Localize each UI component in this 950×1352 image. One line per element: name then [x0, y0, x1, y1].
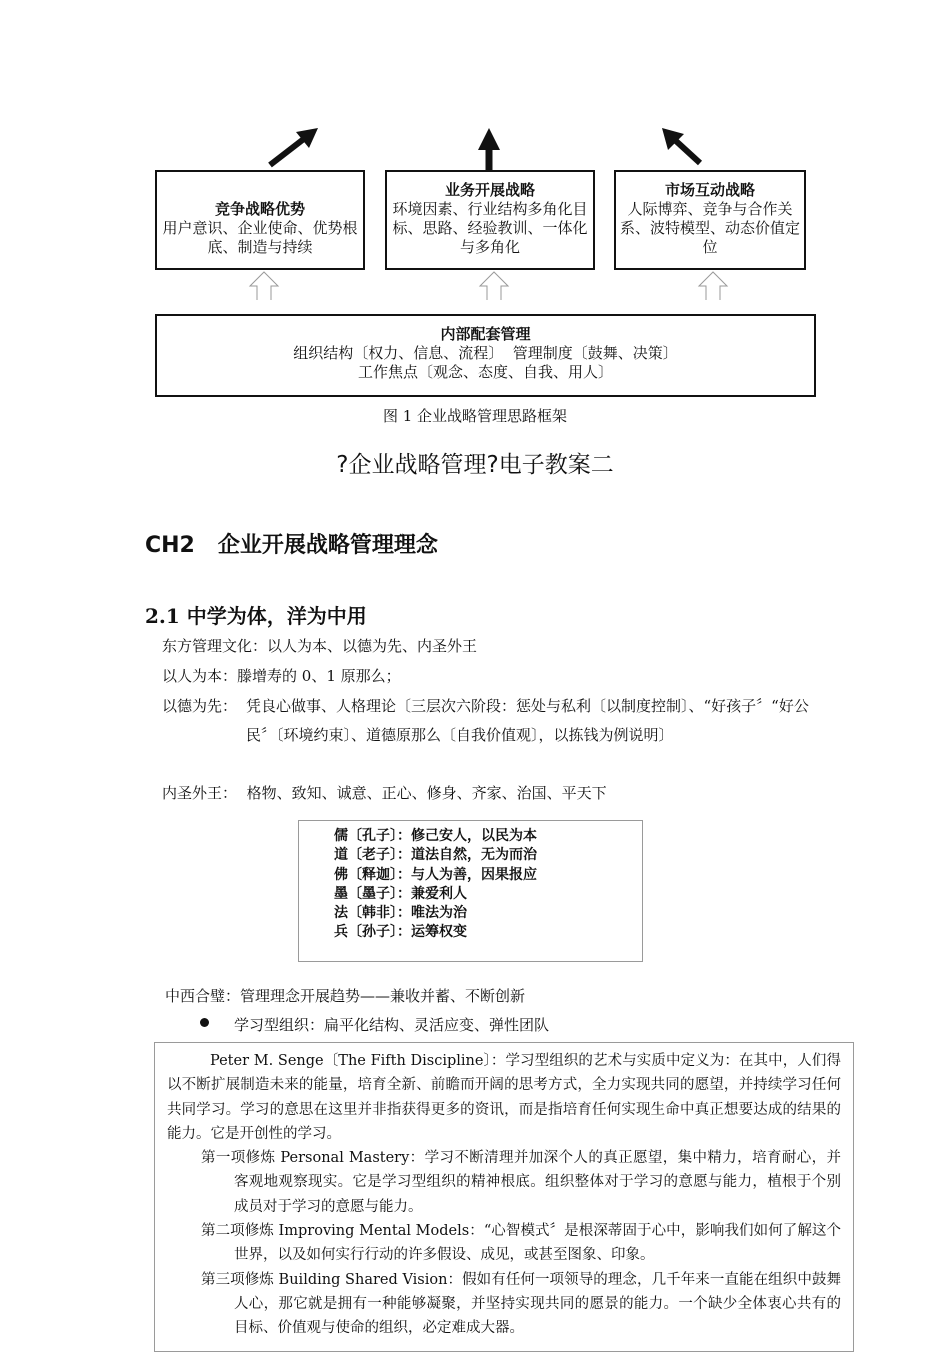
- virtue-first-paragraph: [162, 692, 812, 750]
- line-text: 凭良心做事、人格理论〔三层次六阶段：惩处与私利〔以制度控制〕、“好孩子〞“好公民〞〔环境约束〕、道德原那么〔自我价值观〕，以拣钱为例说明〕: [246, 697, 809, 744]
- quote-intro: Peter M. Senge〔The Fifth Discipline〕：学习型组织的艺术与实质中定义为：在其中，人们得以不断扩展制造未来的能量，培育全新、前瞻而开阔的思考方式，全力实现共同的愿望，并持续学习任何共同学习。学习的意思在这里并非指获得更多的资讯，而是指培育任何实现生命中真正想要达成的结果的能力。它是开创性的学习。: [167, 1053, 841, 1142]
- school-item: 佛〔释迦〕：与人为善，因果报应: [334, 866, 537, 883]
- school-item: 法〔韩非〕：唯法为治: [334, 905, 467, 922]
- bullet-icon: [200, 1018, 209, 1027]
- synthesis-line: 中西合璧：管理理念开展趋势——兼收并蓄、不断创新: [165, 987, 526, 1005]
- box-body: 环境因素、行业结构多角化目标、思路、经验教训、一体化与多角化: [392, 200, 588, 256]
- document-title: ?企业战略管理?电子教案二: [336, 452, 614, 478]
- line-text: 滕增寿的 0、1 原那么；: [237, 667, 401, 685]
- school-item: 墨〔墨子〕：兼爱利人: [334, 885, 467, 902]
- line-text: 格物、致知、诚意、正心、修身、齐家、治国、平天下: [246, 784, 607, 802]
- box-title: 市场互动战略: [664, 181, 755, 199]
- school-item: 儒〔孔子〕：修己安人，以民为本: [334, 828, 537, 844]
- competitive-strategy-box: [155, 170, 365, 270]
- box-title: 竞争战略优势: [214, 200, 305, 218]
- business-strategy-box: [385, 170, 595, 270]
- box-title: 业务开展战略: [444, 181, 535, 199]
- box-line: 工作焦点〔观念、态度、自我、用人〕: [357, 363, 613, 381]
- hollow-arrow-up-icon: [250, 272, 278, 300]
- box-body: 用户意识、企业使命、优势根底、制造与持续: [162, 219, 358, 256]
- figure-caption: 图 1 企业战略管理思路框架: [382, 407, 568, 425]
- chapter-title: CH2 企业开展战略管理理念: [145, 533, 438, 558]
- school-item: 道〔老子〕：道法自然，无为而治: [334, 847, 537, 864]
- box-line: 组织结构〔权力、信息、流程〕 管理制度〔鼓舞、决策〕: [293, 344, 678, 362]
- inner-sage-line: [162, 779, 607, 808]
- section-title: 2.1 中学为体，洋为中用: [145, 604, 367, 628]
- people-first-line: [162, 662, 401, 691]
- discipline-2: 第二项修炼 Improving Mental Models：“心智模式〞是根深蒂固于心中，影响我们如何了解这个世界，以及如何实行行动的许多假设、成见，或甚至图象、印象。: [201, 1223, 841, 1264]
- line-label: 以人为本：: [162, 667, 238, 685]
- hollow-arrow-up-icon: [699, 272, 727, 300]
- discipline-3: 第三项修炼 Building Shared Vision：假如有任何一项领导的理念，几千年来一直能在组织中鼓舞人心，那它就是拥有一种能够凝聚，并坚持实现共同的愿景的能力。一个缺少全体衷心共有的目标、价值观与使命的组织，必定难成大器。: [201, 1271, 841, 1337]
- hollow-arrow-up-icon: [480, 272, 508, 300]
- box-title: 内部配套管理: [440, 325, 531, 343]
- discipline-1: 第一项修炼 Personal Mastery：学习不断清理并加深个人的真正愿望，集中精力，培育耐心，并客观地观察现实。它是学习型组织的精神根底。组织整体对于学习的意愿与能力，植根于个别成员对于学习的意愿与能力。: [201, 1150, 841, 1215]
- market-strategy-box: [614, 170, 806, 270]
- school-item: 兵〔孙子〕：运筹权变: [334, 924, 467, 941]
- internal-management-box: [155, 314, 816, 397]
- line-label: 以德为先：: [162, 697, 238, 715]
- eastern-culture-line: 东方管理文化：以人为本、以德为先、内圣外王: [162, 637, 478, 655]
- learning-org-bullet: 学习型组织：扁平化结构、灵活应变、弹性团队: [234, 1016, 550, 1034]
- arrow-up-right-icon: [270, 128, 318, 165]
- arrow-up-icon: [478, 128, 500, 170]
- box-body: 人际博弈、竞争与合作关系、波特模型、动态价值定位: [619, 200, 800, 256]
- senge-quote-box: [154, 1042, 854, 1352]
- line-label: 内圣外王：: [162, 784, 238, 802]
- schools-box: [298, 820, 643, 962]
- arrow-up-left-icon: [662, 128, 700, 163]
